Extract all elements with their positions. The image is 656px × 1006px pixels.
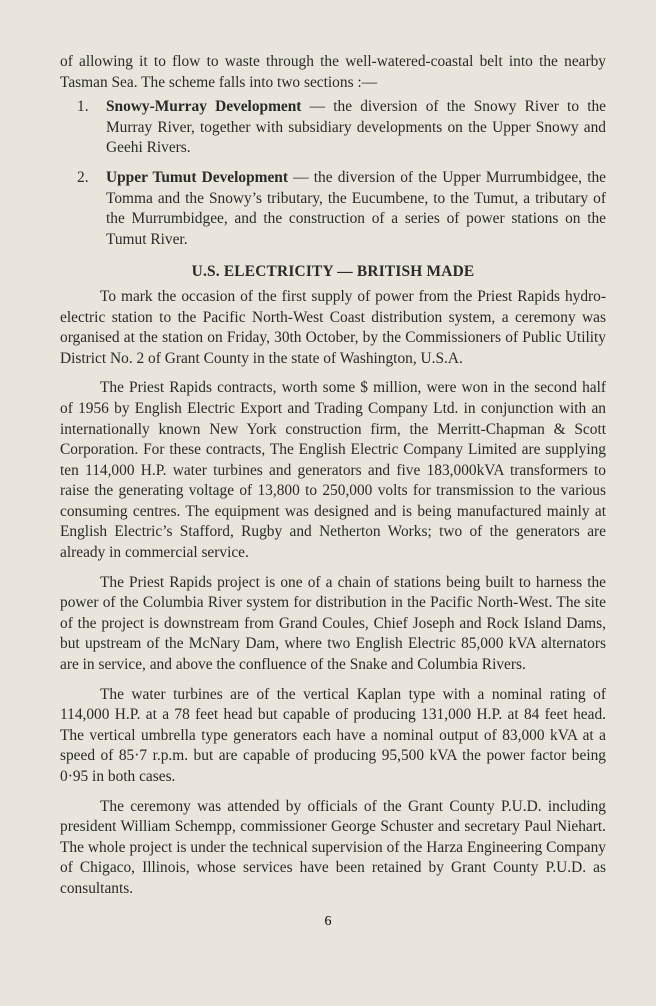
- body-paragraph: The Priest Rapids contracts, worth some $ million, were won in the second half of 1956 by English Electric Export and Trading Company Ltd. in conjunction with an internationally known New York construction firm, the Merritt-Chapman & Scott Corporation. For these contracts, The English Electric Company Limited are supplying ten 114,000 H.P. water turbines and generators and five 183,000kVA transformers to raise the generating voltage of 13,800 to 250,000 volts for transmission to the various consuming centres. The equipment was designed and is being manufactured mainly at English Electric’s Stafford, Rugby and Netherton Works; two of the generators are already in commercial service.: [60, 379, 606, 562]
- body-paragraph: The ceremony was attended by officials of the Grant County P.U.D. including president William Schempp, commissioner George Schuster and secretary Paul Niehart. The whole project is under the technical supervision of the Harza Engineering Company of Chigaco, Illinois, whose services have been retained by Grant County P.U.D. as consultants.: [60, 797, 606, 897]
- section-heading: U.S. ELECTRICITY — BRITISH MADE: [191, 263, 475, 281]
- page-number: 6: [324, 914, 332, 929]
- list-item-text: — the diversion of the Snowy River to the Murray River, together with subsidiary developments on the Upper Snowy and Geehi Rivers.: [106, 98, 607, 157]
- list-item-number: 1.: [77, 98, 89, 116]
- sections-list: [60, 97, 606, 250]
- list-item-number: 2.: [77, 168, 89, 186]
- list-item-text: — the diversion of the Upper Murrumbidgee, the Tomma and the Snowy’s tributary, the Eucumbene, to the Tumut, a tributary of the Murrumbidgee, and the construction of a series of power stations on the Tumut River.: [106, 168, 607, 248]
- body-paragraph: The water turbines are of the vertical Kaplan type with a nominal rating of 114,000 H.P. at a 78 feet head but capable of producing 131,000 H.P. at 84 feet head. The vertical umbrella type generators each have a nominal output of 83,000 kVA at a speed of 85·7 r.p.m. but are capable of producing 95,500 kVA the power factor being 0·95 in both cases.: [60, 685, 606, 785]
- intro-paragraph: of allowing it to flow to waste through the well-watered-coastal belt into the nearby Tasman Sea. The scheme falls into two sections :—: [60, 53, 606, 91]
- list-item-body: [106, 168, 606, 250]
- list-item: [60, 97, 606, 159]
- body-paragraph: The Priest Rapids project is one of a chain of stations being built to harness the power of the Columbia River system for distribution in the Pacific North-West. The site of the project is downstream from Grand Coules, Chief Joseph and Rock Island Dams, but upstream of the McNary Dam, where two English Electric 85,000 kVA alternators are in service, and above the confluence of the Snake and Columbia Rivers.: [60, 573, 606, 674]
- body-paragraph: To mark the occasion of the first supply of power from the Priest Rapids hydro-electric station to the Pacific North-West Coast distribution system, a ceremony was organised at the station on Friday, 30th October, by the Commissioners of Public Utility District No. 2 of Grant County in the state of Washington, U.S.A.: [60, 287, 606, 367]
- list-item: [60, 168, 606, 250]
- list-item-title: Snowy-Murray Development: [106, 98, 302, 116]
- list-item-body: [106, 97, 606, 159]
- list-item-title: Upper Tumut Development: [106, 168, 288, 186]
